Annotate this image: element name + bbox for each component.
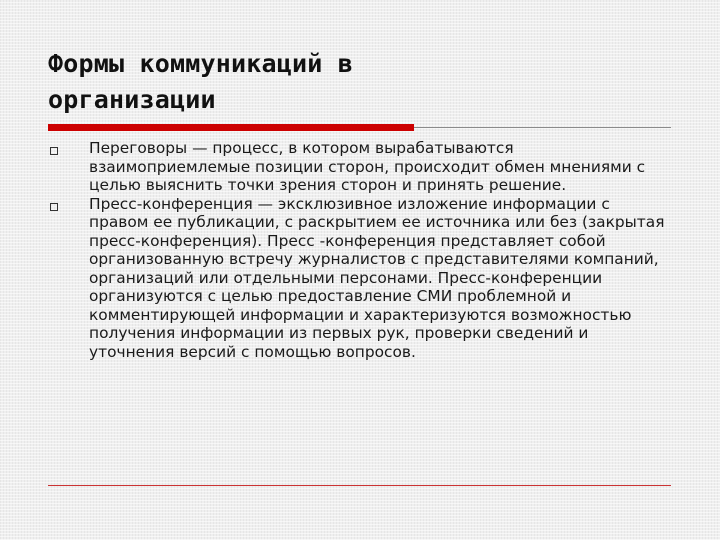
bullet-item-negotiations [50, 139, 670, 195]
title-line-1: Формы коммуникаций в [48, 49, 354, 78]
title-line-2: организации [48, 85, 216, 114]
title-accent-bar [48, 124, 414, 131]
slide-title [48, 46, 648, 118]
bullet-list [50, 139, 670, 361]
bullet-item-press-conference [50, 195, 670, 362]
square-bullet-icon [50, 203, 58, 211]
bullet-text: Пресс-конференция — эксклюзивное изложение информации с правом ее публикации, с раскрытием ее источника или без (закрытая пресс-конференция). Пресс -конференция представляет собой организованную встречу журналистов с представителями компаний, организаций или отдельными персонами. Пресс-конференции организуются с целью предоставление СМИ проблемной и комментирующей информации и характеризуются возможностью получения информации из первых рук, проверки сведений и уточнения версий с помощью вопросов. [89, 194, 665, 361]
square-bullet-icon [50, 147, 58, 155]
footer-divider [48, 485, 671, 486]
bullet-text: Переговоры — процесс, в котором вырабатываются взаимоприемлемые позиции сторон, происходит обмен мнениями с целью выяснить точки зрения сторон и принять решение. [89, 139, 646, 194]
